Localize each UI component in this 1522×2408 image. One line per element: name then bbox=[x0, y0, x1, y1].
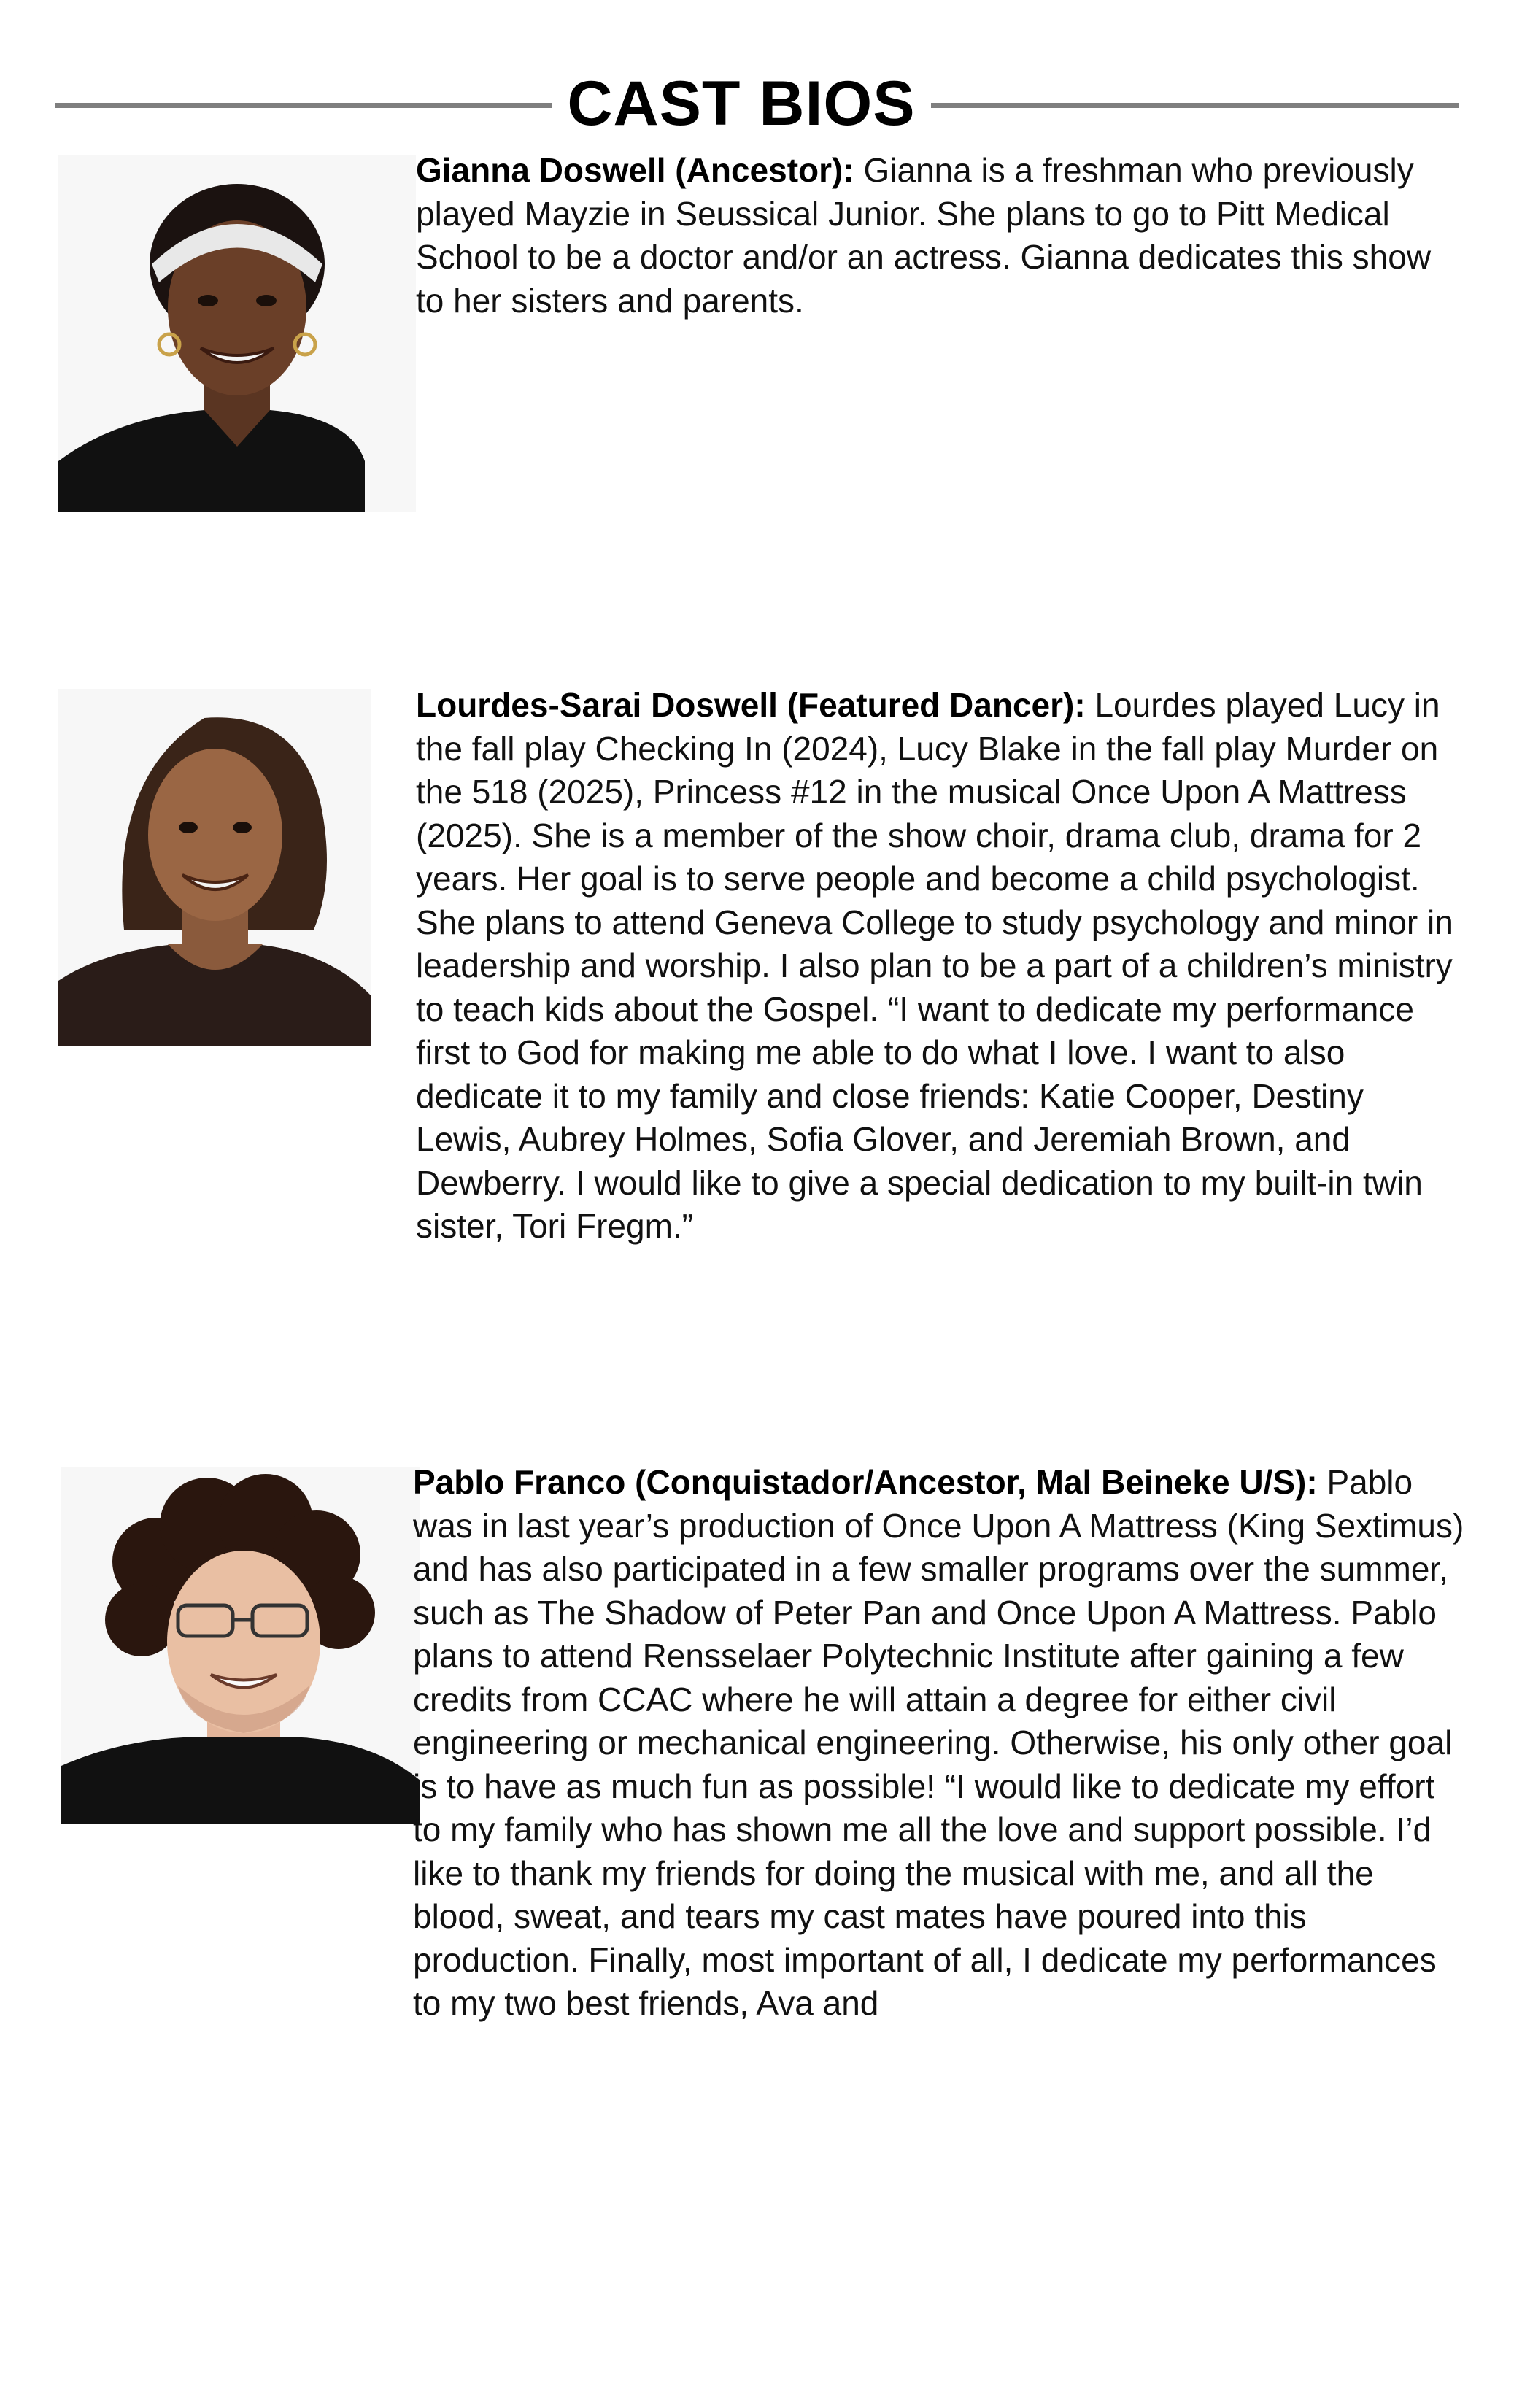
cast-bio-text: Lourdes played Lucy in the fall play Checking In (2024), Lucy Blake in the fall play Murder on the 518 (2025), Princess #12 in the musical Once Upon A Mattress (2025). She is a member of the show choir, drama club, drama for 2 years. Her goal is to serve people and become a child psychologist. She plans to attend Geneva College to study psychology and minor in leadership and worship. I also plan to be a part of a children’s ministry to teach kids about the Gospel. “I want to dedicate my performance first to God for making me able to do what I love. I want to also dedicate it to my family and close friends: Katie Cooper, Destiny Lewis, Aubrey Holmes, Sofia Glover, and Jeremiah Brown, and Dewberry. I would like to give a special dedication to my built-in twin sister, Tori Fregm.” bbox=[416, 686, 1453, 1245]
headshot-photo bbox=[61, 1467, 420, 1824]
headshot-photo bbox=[58, 689, 371, 1046]
cast-name: Pablo Franco (Conquistador/Ancestor, Mal Beineke U/S): bbox=[413, 1463, 1318, 1501]
page-header bbox=[55, 67, 1459, 140]
cast-bio-text: Gianna is a freshman who previously played Mayzie in Seussical Junior. She plans to go to Pitt Medical School to be a doctor and/or an actress. Gianna dedicates this show to her sisters and parents. bbox=[416, 151, 1432, 320]
cast-bio-text: Pablo was in last year’s production of Once Upon A Mattress (King Sextimus) and has also participated in a few smaller programs over the summer, such as The Shadow of Peter Pan and Once Upon A Mattress. Pablo plans to attend Rensselaer Polytechnic Institute after gaining a few credits from CCAC where he will attain a degree for either civil engineering or mechanical engineering. Otherwise, his only other goal is to have as much fun as possible! “I would like to dedicate my effort to my family who has shown me all the love and support possible. I’d like to thank my friends for doing the musical with me, and all the blood, sweat, and tears my cast mates have poured into this production. Finally, most important of all, I dedicate my performances to my two best friends, Ava and bbox=[413, 1463, 1464, 2022]
header-rule-left bbox=[55, 103, 552, 108]
cast-name: Gianna Doswell (Ancestor): bbox=[416, 151, 854, 189]
headshot-photo bbox=[58, 155, 416, 512]
page-title: CAST BIOS bbox=[567, 69, 916, 139]
cast-name: Lourdes-Sarai Doswell (Featured Dancer): bbox=[416, 686, 1086, 724]
header-rule-right bbox=[931, 103, 1459, 108]
